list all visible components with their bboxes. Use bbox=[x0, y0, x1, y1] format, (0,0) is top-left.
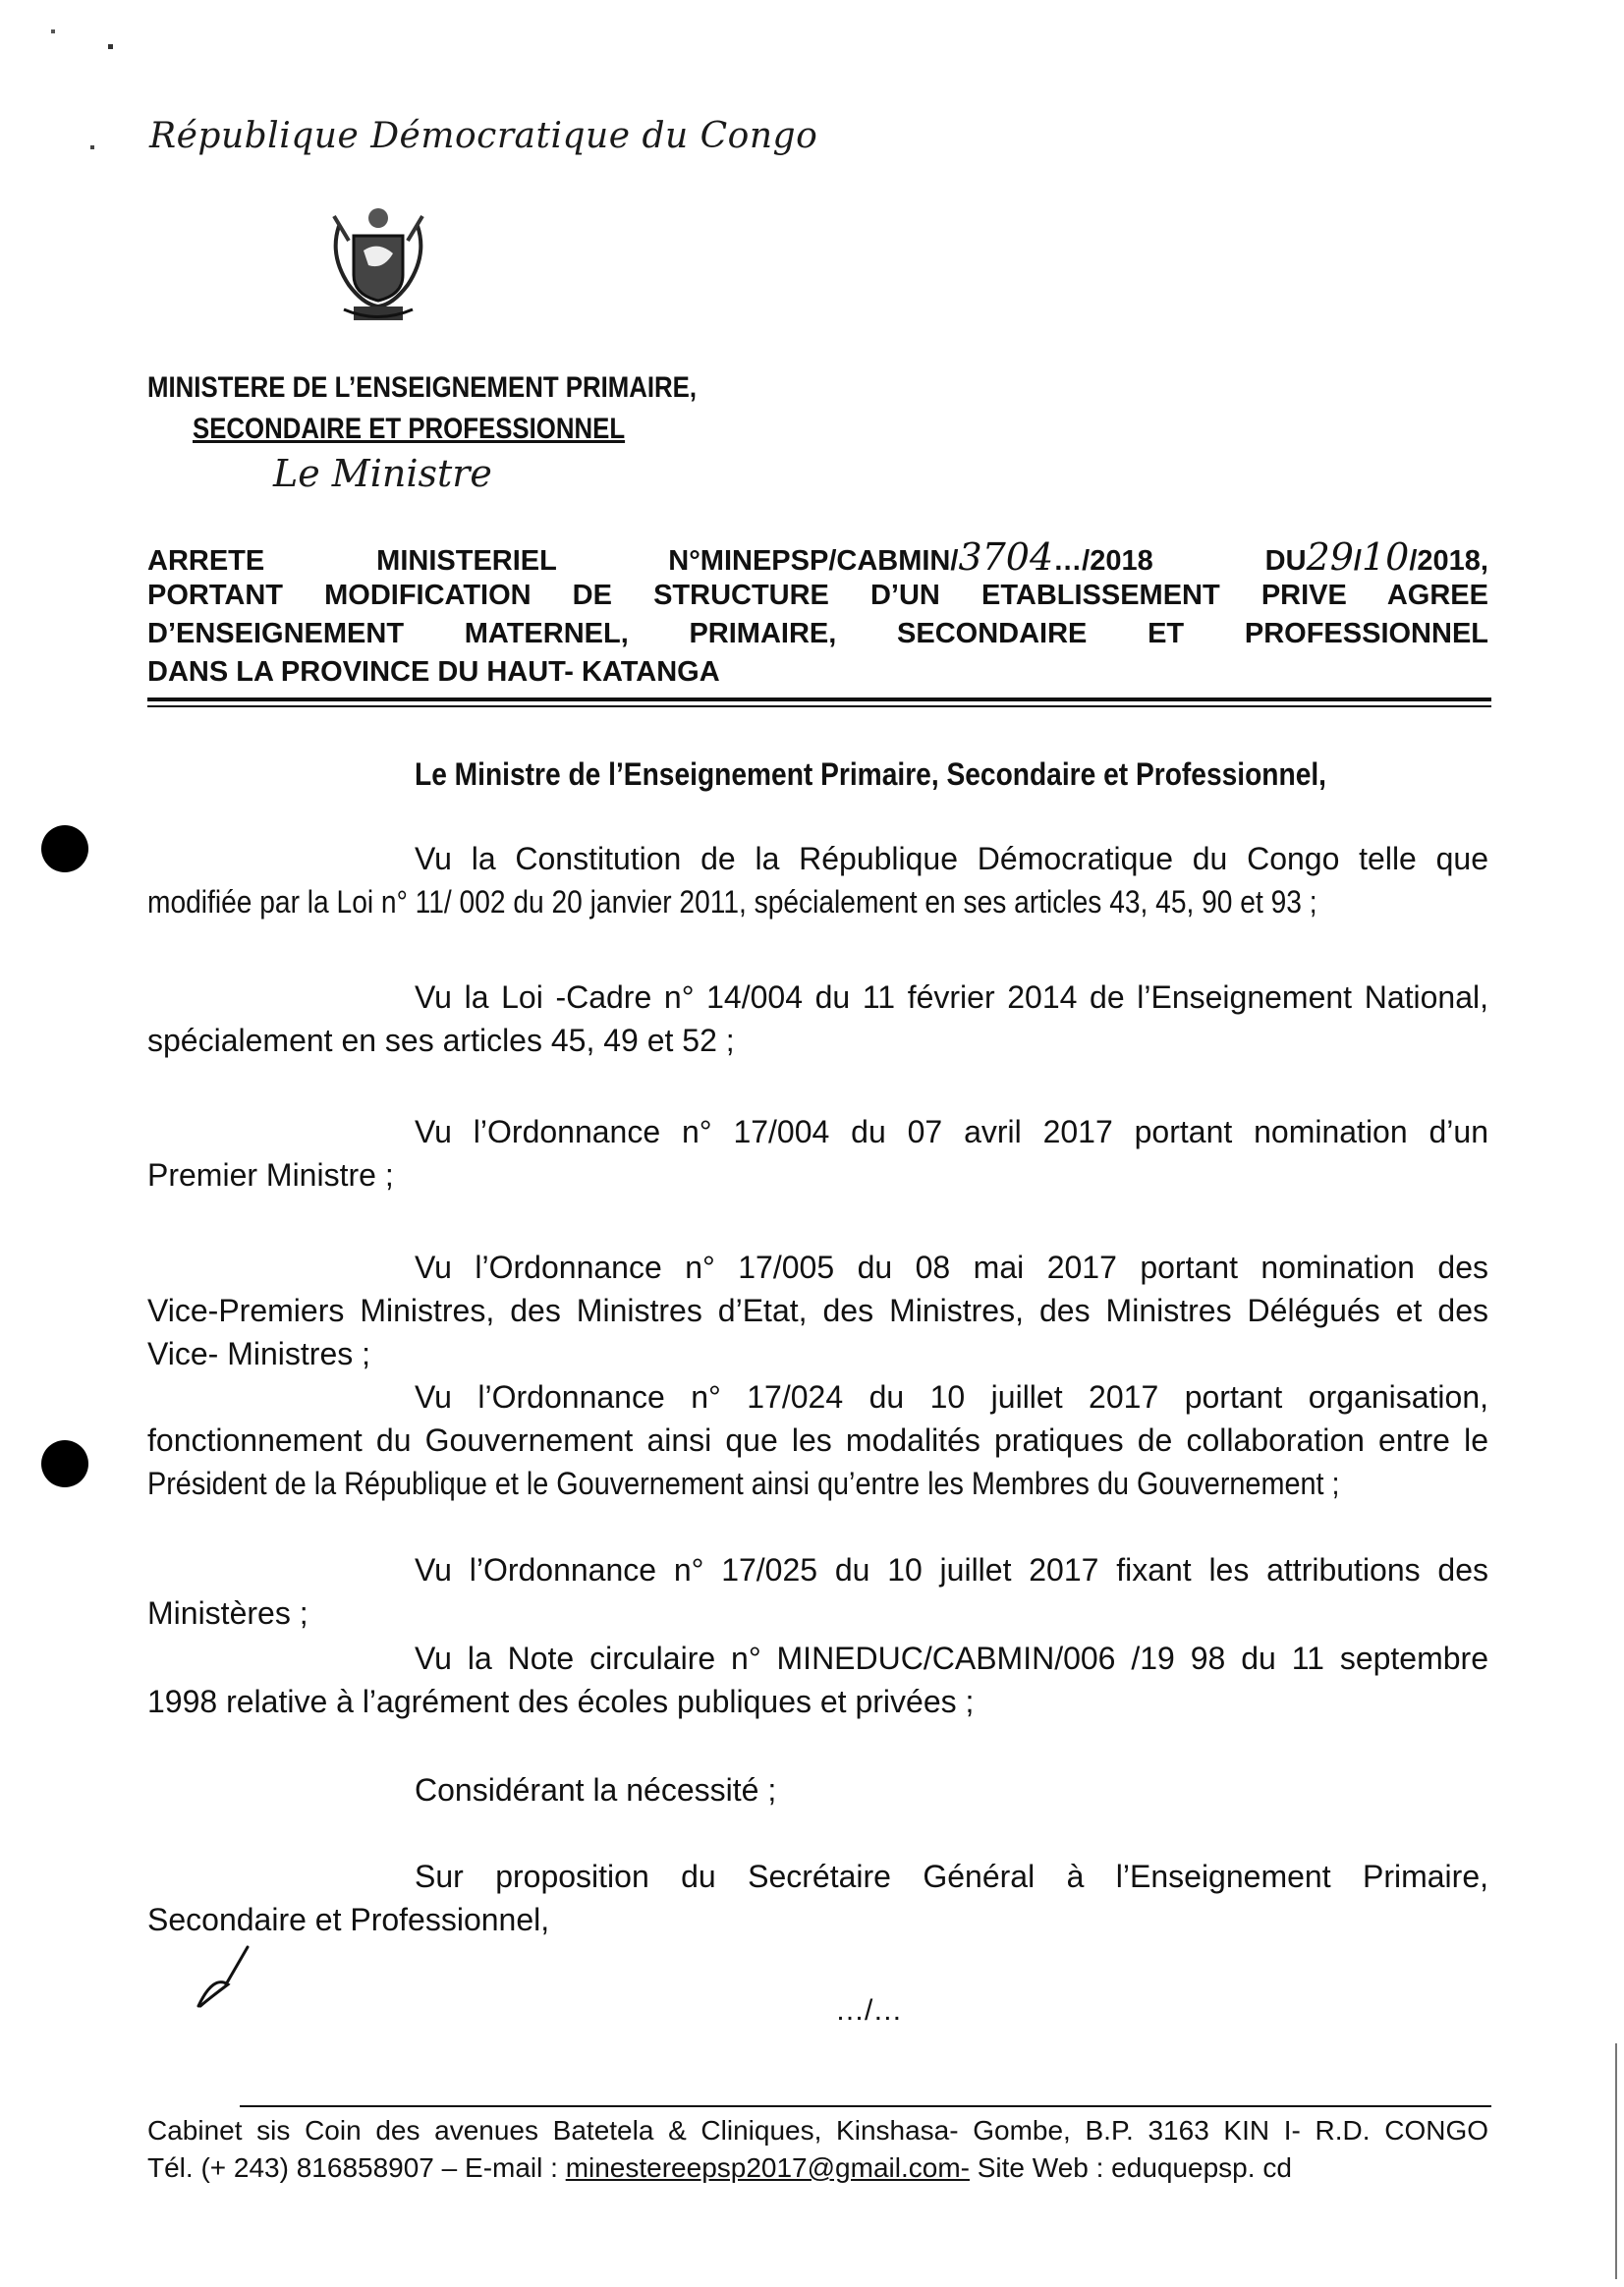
preamble-heading: Le Ministre de l’Enseignement Primaire, Secondaire et Professionnel, bbox=[415, 756, 1327, 792]
scan-edge-line bbox=[1615, 2043, 1617, 2279]
footer-address: Cabinet sis Coin des avenues Batetela & Cliniques, Kinshasa- Gombe, B.P. 3163 KIN I- R.D. CONGO bbox=[147, 2115, 1488, 2146]
punch-hole bbox=[41, 1440, 88, 1487]
decree-title-line-2: PORTANT MODIFICATION DE STRUCTURE D’UN ETABLISSEMENT PRIVE AGREE bbox=[147, 580, 1488, 611]
paragraph-line: Vice-Premiers Ministres, des Ministres d’Etat, des Ministres, des Ministres Délégués et des bbox=[147, 1293, 1488, 1328]
paragraph-line: Vu la Constitution de la République Démocratique du Congo telle que bbox=[415, 841, 1488, 876]
title-rule-thin bbox=[147, 705, 1491, 707]
paragraph-line: fonctionnement du Gouvernement ainsi que les modalités pratiques de collaboration entre le bbox=[147, 1422, 1488, 1458]
title-ministeriel: MINISTERIEL bbox=[376, 545, 557, 577]
ministry-name-line-1: MINISTERE DE L’ENSEIGNEMENT PRIMAIRE, bbox=[147, 371, 698, 404]
paragraph-line: 1998 relative à l’agrément des écoles publiques et privées ; bbox=[147, 1684, 975, 1719]
continuation-mark: …/… bbox=[835, 1994, 903, 2027]
ministry-name-line-2: SECONDAIRE ET PROFESSIONNEL bbox=[193, 413, 626, 445]
footer-email-link[interactable]: minestereepsp2017@gmail.com- bbox=[565, 2152, 970, 2183]
date-du: DU bbox=[1264, 545, 1307, 577]
paragraph-line: Vu l’Ordonnance n° 17/004 du 07 avril 2017 portant nomination d’un bbox=[415, 1114, 1488, 1149]
handwritten-month: 10 bbox=[1361, 535, 1410, 579]
scan-speck bbox=[90, 145, 94, 149]
paragraph-line: Vu l’Ordonnance n° 17/005 du 08 mai 2017 portant nomination des bbox=[415, 1250, 1488, 1285]
title-number bbox=[668, 535, 1153, 579]
coat-of-arms-emblem bbox=[319, 196, 437, 329]
paragraph-line: Vu l’Ordonnance n° 17/024 du 10 juillet 2017 portant organisation, bbox=[415, 1379, 1488, 1415]
date-year: /2018, bbox=[1409, 545, 1488, 577]
paragraph-line: Président de la République et le Gouvernement ainsi qu’entre les Membres du Gouvernement ; bbox=[147, 1466, 1340, 1501]
handwritten-initial bbox=[189, 1945, 257, 2014]
paragraph-line: spécialement en ses articles 45, 49 et 52 ; bbox=[147, 1023, 735, 1058]
footer-website: Site Web : eduquepsp. cd bbox=[969, 2152, 1292, 2183]
number-suffix: …/2018 bbox=[1053, 545, 1153, 577]
paragraph-line: modifiée par la Loi n° 11/ 002 du 20 janvier 2011, spécialement en ses articles 43, 45, 90 et 93 ; bbox=[147, 884, 1317, 920]
number-prefix: N°MINEPSP/CABMIN/ bbox=[668, 545, 959, 577]
le-ministre-script: Le Ministre bbox=[273, 452, 492, 495]
handwritten-number: 3704 bbox=[958, 535, 1054, 579]
punch-hole bbox=[41, 825, 88, 872]
paragraph-line: Sur proposition du Secrétaire Général à l’Enseignement Primaire, bbox=[415, 1859, 1488, 1894]
scan-speck bbox=[108, 44, 113, 49]
handwritten-day: 29 bbox=[1306, 535, 1354, 579]
footer-rule bbox=[240, 2105, 1491, 2107]
decree-title-line-4: DANS LA PROVINCE DU HAUT- KATANGA bbox=[147, 656, 720, 688]
paragraph-line: Vu l’Ordonnance n° 17/025 du 10 juillet 2017 fixant les attributions des bbox=[415, 1552, 1488, 1588]
footer-phone: Tél. (+ 243) 816858907 – E-mail : bbox=[147, 2152, 566, 2183]
republic-heading: République Démocratique du Congo bbox=[149, 116, 818, 156]
decree-title-line-1 bbox=[147, 535, 1488, 581]
paragraph-line: Secondaire et Professionnel, bbox=[147, 1902, 550, 1937]
paragraph-line: Vu la Loi -Cadre n° 14/004 du 11 février 2014 de l’Enseignement National, bbox=[415, 979, 1488, 1015]
paragraph-line: Premier Ministre ; bbox=[147, 1157, 394, 1193]
paragraph-line: Vu la Note circulaire n° MINEDUC/CABMIN/006 /19 98 du 11 septembre bbox=[415, 1641, 1488, 1676]
title-arrete: ARRETE bbox=[147, 545, 265, 577]
footer-contact bbox=[147, 2151, 1488, 2185]
decree-title-line-3: D’ENSEIGNEMENT MATERNEL, PRIMAIRE, SECONDAIRE ET PROFESSIONNEL bbox=[147, 618, 1488, 649]
paragraph-line: Ministères ; bbox=[147, 1595, 308, 1631]
title-rule-thick bbox=[147, 697, 1491, 701]
paragraph-line: Vice- Ministres ; bbox=[147, 1336, 371, 1371]
title-date: DU29/10/2018, bbox=[1264, 535, 1488, 579]
scan-speck bbox=[51, 29, 55, 33]
paragraph-line: Considérant la nécessité ; bbox=[415, 1772, 777, 1808]
